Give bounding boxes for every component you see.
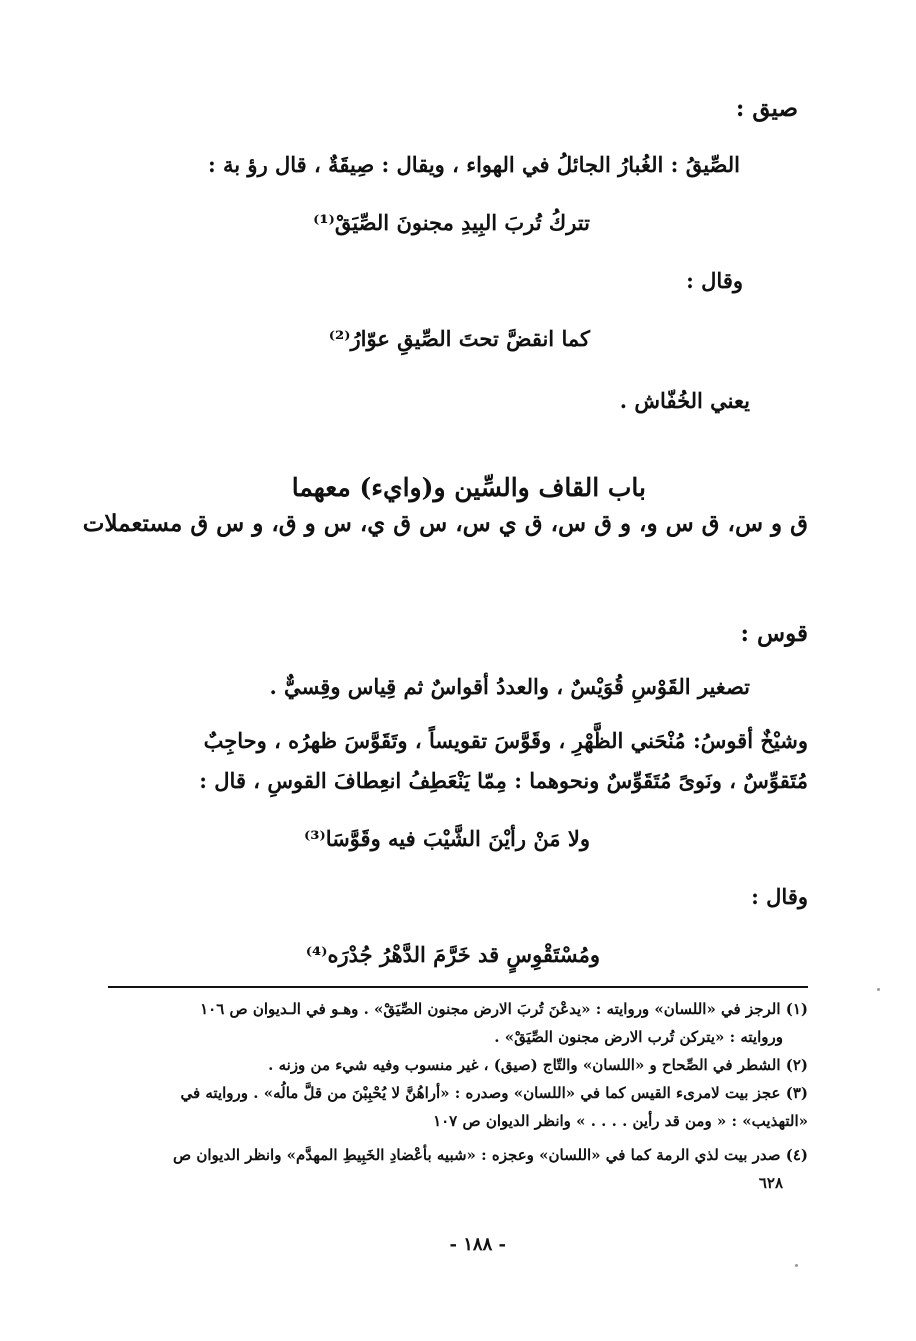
entry-text-line: مُتَقوِّسٌ ، ونَوىً مُتَقَوِّسٌ ونحوهما : مِمّا يَنْعَطِفُ انعِطافَ القوسِ ، قال : — [199, 768, 808, 793]
footnote-line: (٣) عجز بيت لامرىء القيس كما في «اللسان» وصدره : «أراهُنَّ لا يُحْبِبْنَ من قلَّ مالُه» . وروايته في — [180, 1084, 808, 1102]
entry-text-line: وشيْخٌ أقوسُ: مُنْحَني الظَّهْرِ ، وقَوَّسَ تقويساً ، وتَقَوَّسَ ظهرُه ، وحاجِبٌ — [203, 728, 808, 753]
footnote-line: «التهذيب» : « ومن قد رأين . . . . » وانظر الديوان ص ١٠٧ — [433, 1112, 808, 1130]
entry-text-line: وقال : — [751, 884, 808, 909]
verse-line: تتركُ تُربَ البِيدِ مجنونَ الصِّيَقْ⁽¹⁾ — [313, 210, 590, 235]
footnote-line: وروايته : «يتركن تُرب الارض مجنون الصِّيَقْ» . — [494, 1028, 783, 1046]
chapter-roots: ق و س، ق س و، و ق س، ق ي س، س ق ي، س و ق، و س ق مستعملات — [82, 510, 808, 537]
entry-text-line: يعني الخُفّاش . — [619, 388, 750, 413]
entry-text-line: تصغير القَوْسِ قُوَيْسٌ ، والعددُ أقواسٌ ثم قِياس وقِسيٌّ . — [269, 674, 750, 699]
verse-line: ولا مَنْ رأيْنَ الشَّيْبَ فيه وقَوَّسَا⁽³⁾ — [303, 826, 590, 851]
page-number: - ١٨٨ - — [449, 1234, 506, 1255]
scan-speck — [795, 1264, 798, 1267]
entry-headword-siyq: صيق : — [735, 95, 798, 122]
footnote-line: ٦٢٨ — [758, 1174, 783, 1192]
entry-text-line: وقال : — [686, 268, 743, 293]
entry-text-line: الصِّيقُ : الغُبارُ الجائلُ في الهواء ، ويقال : صِيقَةٌ ، قال رؤ بة : — [207, 152, 740, 177]
entry-headword-qaws: قوس : — [740, 620, 808, 647]
chapter-title: باب القاف والسِّين و(وايء) معهما — [291, 473, 646, 502]
verse-line: كما انقضَّ تحتَ الصِّيقِ عوّارُ⁽²⁾ — [328, 326, 590, 351]
footnote-line: (٢) الشطر في الصِّحاح و «اللسان» والتّاج (صيق) ، غير منسوب وفيه شيء من وزنه . — [268, 1056, 808, 1074]
footnote-line: (٤) صدر بيت لذي الرمة كما في «اللسان» وعجزه : «شبيه بأعْضادِ الخَبِيطِ المهدَّم» وانظر الديوان ص — [173, 1146, 808, 1164]
verse-line: ومُسْتَقْوِسٍ قد خَرَّمَ الدَّهْرُ جُدْرَه⁽⁴⁾ — [305, 942, 600, 967]
scan-speck — [877, 988, 880, 991]
footnote-divider — [108, 986, 808, 988]
footnote-line: (١) الرجز في «اللسان» وروايته : «يدعْنَ تُربَ الارض مجنون الصِّيَقْ» . وهـو في الـديوان ص ١٠٦ — [200, 1000, 808, 1018]
